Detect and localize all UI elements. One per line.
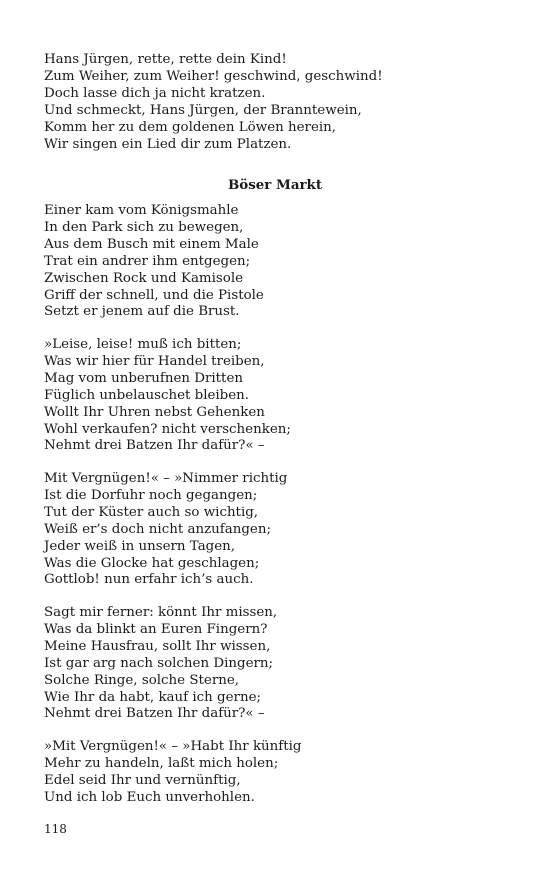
- poem-title: Böser Markt: [227, 177, 323, 193]
- verse-line: Griff der schnell, und die Pistole: [44, 287, 264, 303]
- stanza-3: [44, 471, 514, 589]
- verse-line: Trat ein andrer ihm entgegen;: [44, 253, 251, 269]
- verse-line: Setzt er jenem auf die Brust.: [44, 304, 240, 320]
- verse-line: Was die Glocke hat geschlagen;: [44, 555, 260, 571]
- verse-line: Sagt mir ferner: könnt Ihr missen,: [44, 605, 278, 620]
- page-number: 118: [44, 822, 67, 836]
- stanza-previous-poem: [44, 52, 514, 153]
- verse-line: Hans Jürgen, rette, rette dein Kind!: [44, 52, 287, 67]
- verse-line: Edel seid Ihr und vernünftig,: [44, 772, 241, 788]
- verse-line: Was wir hier für Handel treiben,: [44, 353, 265, 369]
- verse-line: Und schmeckt, Hans Jürgen, der Branntewein,: [44, 102, 362, 118]
- verse-line: Wie Ihr da habt, kauf ich gerne;: [44, 689, 262, 705]
- verse-line: Und ich lob Euch unverhohlen.: [44, 789, 255, 805]
- verse-line: Füglich unbelauschet bleiben.: [44, 387, 250, 403]
- verse-line: Einer kam vom Königsmahle: [44, 203, 239, 218]
- verse-line: Zum Weiher, zum Weiher! geschwind, geschwind!: [44, 68, 383, 84]
- verse-line: Meine Hausfrau, sollt Ihr wissen,: [44, 638, 271, 654]
- stanza-4: [44, 605, 514, 723]
- verse-line: Weiß er’s doch nicht anzufangen;: [44, 521, 271, 537]
- verse-line: »Leise, leise! muß ich bitten;: [44, 337, 242, 352]
- verse-line: Zwischen Rock und Kamisole: [44, 270, 244, 286]
- verse-line: Jeder weiß in unsern Tagen,: [44, 538, 236, 554]
- verse-line: Nehmt drei Batzen Ihr dafür?« –: [44, 706, 265, 722]
- verse-line: Doch lasse dich ja nicht kratzen.: [44, 85, 266, 101]
- verse-line: »Mit Vergnügen!« – »Habt Ihr künftig: [44, 739, 302, 754]
- stanza-1: [44, 203, 514, 321]
- verse-line: Nehmt drei Batzen Ihr dafür?« –: [44, 438, 265, 454]
- verse-line: Mehr zu handeln, laßt mich holen;: [44, 755, 279, 771]
- verse-line: Solche Ringe, solche Sterne,: [44, 672, 240, 688]
- verse-line: Wollt Ihr Uhren nebst Gehenken: [44, 404, 265, 420]
- verse-line: Was da blinkt an Euren Fingern?: [44, 621, 268, 637]
- verse-line: Komm her zu dem goldenen Löwen herein,: [44, 119, 337, 135]
- verse-line: Wohl verkaufen? nicht verschenken;: [44, 421, 291, 437]
- verse-line: Mit Vergnügen!« – »Nimmer richtig: [44, 471, 288, 486]
- verse-line: In den Park sich zu bewegen,: [44, 219, 244, 235]
- verse-line: Tut der Küster auch so wichtig,: [44, 504, 259, 520]
- verse-line: Mag vom unberufnen Dritten: [44, 370, 243, 386]
- verse-line: Aus dem Busch mit einem Male: [44, 236, 259, 252]
- verse-line: Ist gar arg nach solchen Dingern;: [44, 655, 274, 671]
- stanza-2: [44, 337, 514, 455]
- verse-line: Wir singen ein Lied dir zum Platzen.: [44, 136, 292, 152]
- verse-line: Ist die Dorfuhr noch gegangen;: [44, 487, 258, 503]
- verse-line: Gottlob! nun erfahr ich’s auch.: [44, 572, 254, 588]
- stanza-5: [44, 739, 514, 807]
